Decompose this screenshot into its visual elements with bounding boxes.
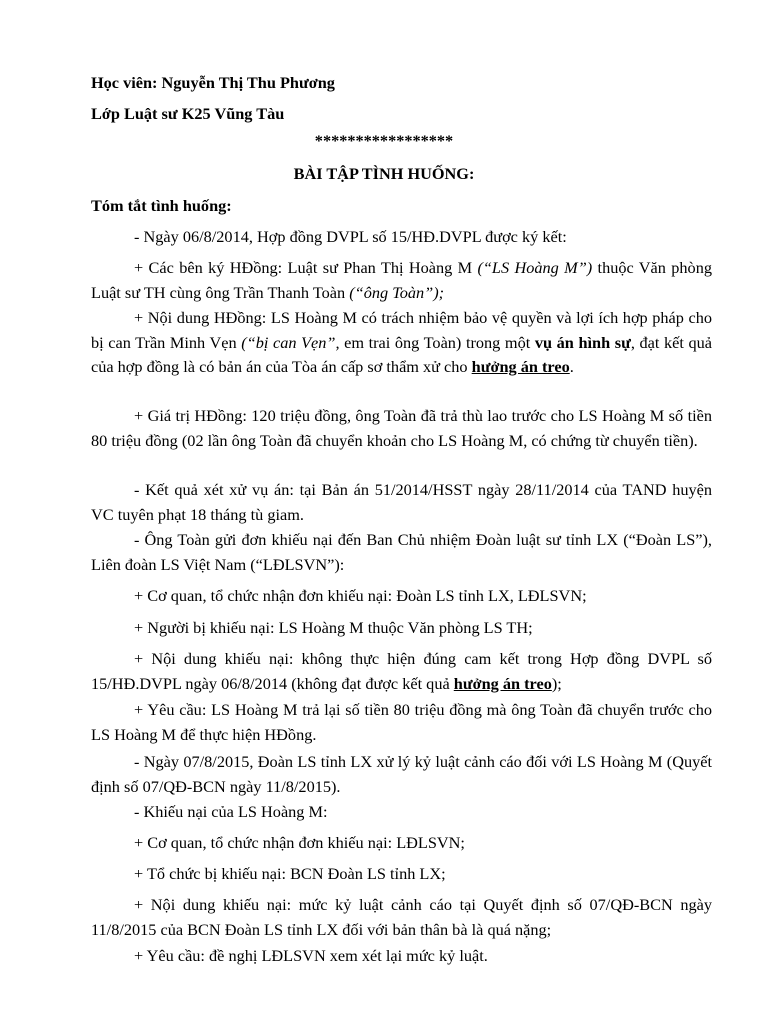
italic-alias: (“ông Toàn”);: [349, 282, 445, 302]
paragraph-text: + Các bên ký HĐồng: Luật sư Phan Thị Hoàng M: [134, 258, 478, 277]
paragraph-discipline-decision: [91, 750, 712, 799]
paragraph-text: - Kết quả xét xử vụ án: tại Bản án 51/2014/HSST ngày 28/11/2014 của TAND huyện VC tuyên phạt 18 tháng tù giam.: [91, 480, 712, 524]
paragraph-lawyer-complaint: [91, 800, 712, 825]
bold-phrase: vụ án hình sự: [534, 332, 631, 352]
paragraph-text: + Người bị khiếu nại: LS Hoàng M thuộc Văn phòng LS TH;: [134, 618, 533, 637]
paragraph-complaint-filed: [91, 528, 712, 577]
paragraph-text: + Tổ chức bị khiếu nại: BCN Đoàn LS tỉnh LX;: [134, 864, 446, 883]
bold-underlined-phrase: hưởng án treo: [471, 357, 570, 376]
paragraph-contract-value: [91, 404, 712, 453]
paragraph-text: - Ngày 06/8/2014, Hợp đồng DVPL số 15/HĐ.DVPL được ký kết:: [134, 227, 567, 246]
paragraph-text: + Cơ quan, tổ chức nhận đơn khiếu nại: LĐLSVN;: [134, 833, 465, 852]
summary-heading: Tóm tắt tình huống:: [91, 196, 232, 215]
paragraph-text: + Yêu cầu: LS Hoàng M trả lại số tiền 80 triệu đồng mà ông Toàn đã chuyển trước cho LS Hoàng M để thực hiện HĐồng.: [91, 700, 712, 744]
paragraph-lawyer-complaint-receiver: [91, 831, 712, 856]
paragraph-text: em trai ông Toàn) trong một: [339, 332, 535, 352]
paragraph-contract-content: [91, 306, 712, 380]
italic-alias: (“LS Hoàng M”): [477, 258, 593, 277]
paragraph-text: + Giá trị HĐồng: 120 triệu đồng, ông Toàn đã trả thù lao trước cho LS Hoàng M số tiền 80 triệu đồng (02 lần ông Toàn đã chuyển khoản cho LS Hoàng M, có chứng từ chuyển tiền).: [91, 406, 712, 450]
paragraph-complained-organization: [91, 862, 712, 887]
paragraph-text: );: [551, 673, 562, 693]
class-line: Lớp Luật sư K25 Vũng Tàu: [91, 104, 285, 123]
paragraph-text: - Ngày 07/8/2015, Đoàn LS tỉnh LX xử lý kỷ luật cảnh cáo đối với LS Hoàng M (Quyết định số 07/QĐ-BCN ngày 11/8/2015).: [91, 752, 712, 796]
paragraph-text: - Ông Toàn gửi đơn khiếu nại đến Ban Chủ nhiệm Đoàn luật sư tỉnh LX (“Đoàn LS”), Liên đoàn LS Việt Nam (“LĐLSVN”):: [91, 530, 712, 574]
student-name-line: Học viên: Nguyễn Thị Thu Phương: [91, 73, 335, 92]
paragraph-lawyer-complaint-request: [91, 944, 712, 969]
paragraph-text: + Cơ quan, tổ chức nhận đơn khiếu nại: Đoàn LS tỉnh LX, LĐLSVN;: [134, 586, 587, 605]
bold-underlined-phrase: hưởng án treo: [453, 673, 552, 693]
paragraph-complaint-content: [91, 647, 712, 696]
paragraph-contract-date: [91, 225, 712, 250]
paragraph-text: + Nội dung khiếu nại: mức kỷ luật cảnh cáo tại Quyết định số 07/QĐ-BCN ngày 11/8/2015 của BCN Đoàn LS tỉnh LX đối với bản thân bà là quá nặng;: [91, 895, 712, 939]
paragraph-complained-person: [91, 616, 712, 641]
paragraph-trial-result: [91, 478, 712, 527]
italic-alias: (“bị can Vẹn”,: [241, 332, 340, 352]
paragraph-contract-parties: [91, 256, 712, 305]
paragraph-text: - Khiếu nại của LS Hoàng M:: [134, 802, 328, 821]
document-title: BÀI TẬP TÌNH HUỐNG:: [293, 164, 475, 183]
separator-stars: *****************: [314, 131, 454, 150]
paragraph-lawyer-complaint-content: [91, 893, 712, 942]
paragraph-text: + Nội dung khiếu nại: không thực hiện đúng cam kết trong Hợp đồng DVPL số 15/HĐ.DVPL ngày 06/8/2014 (không đạt được kết quả: [91, 649, 712, 693]
paragraph-text: + Yêu cầu: đề nghị LĐLSVN xem xét lại mức kỷ luật.: [134, 946, 488, 965]
paragraph-text: + Nội dung HĐồng: LS Hoàng M có trách nhiệm bảo vệ quyền và lợi ích hợp pháp cho bị can Trần Minh Vẹn: [91, 308, 712, 352]
paragraph-text: , đạt kết quả của hợp đồng là có bản án của Tòa án cấp sơ thẩm xử cho: [91, 332, 712, 376]
paragraph-complaint-receiver: [91, 584, 712, 609]
paragraph-complaint-request: [91, 698, 712, 747]
paragraph-text: thuộc Văn phòng Luật sư TH cùng ông Trần Thanh Toàn: [91, 258, 712, 302]
paragraph-text: .: [569, 357, 574, 376]
